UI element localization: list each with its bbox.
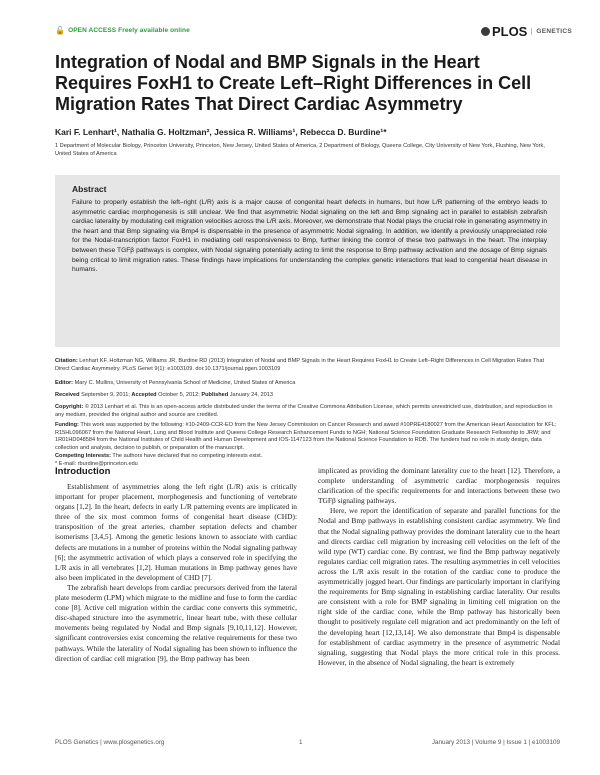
received-date: September 9, 2011; bbox=[81, 392, 130, 398]
citation-text: Lenhart KF, Holtzman NG, Williams JR, Burdine RD (2013) Integration of Nodal and BMP Signals in the Heart Requires FoxH1 to Create Left–Right Differences in Cell Migration Rates That Direct Cardiac Asymmetry. PLoS Genet 9(1): e1003109. doi:10.1371/journal.pgen.1003109 bbox=[55, 358, 545, 372]
intro-paragraph: implicated as providing the dominant laterality cue to the heart [12]. Therefore, a complete understanding of asymmetric cardiac morphogenesis requires clarification of the specific requirements for and interactions between these two TGFβ signaling pathways. bbox=[318, 466, 560, 506]
received-label: Received bbox=[55, 392, 80, 398]
accepted-date: October 5, 2012; bbox=[158, 392, 200, 398]
citation bbox=[55, 358, 560, 373]
accepted-label: Accepted bbox=[131, 392, 157, 398]
footer-issue-info: January 2013 | Volume 9 | Issue 1 | e1003109 bbox=[431, 739, 560, 746]
corresponding-email: * E-mail: rburdine@princeton.edu bbox=[55, 461, 138, 467]
funding bbox=[55, 422, 560, 452]
intro-paragraph: Establishment of asymmetries along the left right (L/R) axis is critically important for proper placement, morphogenesis and functioning of vertebrate organs [1,2]. In the heart, defects in early L/R patterning events are implicated in three of the six most common forms of congenital heart disease (CHD): transposition of the great arteries, chamber septation defects and chamber isomerisms [3,4,5]. Among the genetic lesions known to associate with cardiac defects are mutations in a number of proteins within the Nodal signaling pathway [6]; the asymmetric activation of which plays a conserved role in specifying the L/R axis in all vertebrates [1,2]. Human mutations in Bmp pathway genes have also been implicated in the development of CHD [7]. bbox=[55, 482, 297, 582]
open-access-text: OPEN ACCESS Freely available online bbox=[68, 27, 190, 34]
editor bbox=[55, 380, 560, 388]
competing-interests bbox=[55, 453, 560, 461]
author-list: Kari F. Lenhart¹, Nathalia G. Holtzman², Jessica R. Williams¹, Rebecca D. Burdine¹* bbox=[55, 127, 387, 137]
intro-paragraph: The zebrafish heart develops from cardiac precursors derived from the lateral plate mesoderm (LPM) which migrate to the midline and fuse to form the cardiac cone [8]. Active cell migration within the cardiac cone converts this symmetric, disc-shaped structure into the asymmetric, linear heart tube, with these cellular movements being regulated by Nodal and Bmp signals [9,10,11,12]. However, significant controversies exist concerning the relative requirements for these two pathways. While the laterality of Nodal signaling has been shown to influence the direction of cardiac cell migration [9], the Bmp pathway has been bbox=[55, 582, 297, 663]
funding-label: Funding: bbox=[55, 422, 79, 428]
editor-label: Editor: bbox=[55, 380, 74, 386]
introduction-heading: Introduction bbox=[55, 466, 111, 477]
intro-paragraph: Here, we report the identification of separate and parallel functions for the Nodal and Bmp pathways in establishing consistent cardiac asymmetry. We find that the Nodal signaling pathway provides the dominant laterality cue to the heart and directs cardiac cell migration by increasing cell velocities on the left of the wild type (WT) cardiac cone. By contrast, we find the Bmp pathway negatively regulates cardiac cell migration rates. The resulting asymmetries in cell velocities across the L/R axis result in the rotation of the cardiac cone to produce the asymmetrically jogged heart. Our findings are particularly important in clarifying the requirements for Bmp signaling in establishing cardiac laterality. Our results are consistent with a role for BMP signaling in limiting cell migration on the right side of the cardiac cone, while the Bmp pathway has historically been thought to positively regulate cell migration and act predominantly on the left of the developing heart [12,13,14]. We also demonstrate that Bmp4 is dispensable for establishment of cardiac asymmetry in the presence of asymmetric Nodal signaling, suggesting that Nodal plays the more critical role in this process. However, in the absence of Nodal signaling, the heart is extremely bbox=[318, 506, 560, 667]
competing-interests-label: Competing Interests: bbox=[55, 453, 111, 459]
copyright-text: © 2013 Lenhart et al. This is an open-access article distributed under the terms of the Creative Commons Attribution License, which permits unrestricted use, distribution, and reproduction in any medium, provided the original author and source are credited. bbox=[55, 404, 553, 418]
editor-text: Mary C. Mullins, University of Pennsylvania School of Medicine, United States of America bbox=[74, 380, 296, 386]
body-column-left bbox=[55, 482, 297, 664]
plos-logo bbox=[481, 24, 527, 39]
footer-journal-site: PLOS Genetics | www.plosgenetics.org bbox=[55, 739, 165, 746]
publication-dates bbox=[55, 392, 560, 400]
author-affiliations: 1 Department of Molecular Biology, Princeton University, Princeton, New Jersey, United States of America, 2 Department of Biology, Queens College, City University of New York, Flushing, New York, United States of America bbox=[55, 143, 545, 157]
published-date: January 24, 2013 bbox=[229, 392, 273, 398]
footer-page-number: 1 bbox=[299, 739, 303, 746]
journal-logo bbox=[481, 24, 572, 39]
abstract-heading: Abstract bbox=[72, 184, 107, 194]
competing-interests-text: The authors have declared that no competing interests exist. bbox=[112, 453, 263, 459]
page-header bbox=[55, 26, 572, 40]
plos-logo-icon bbox=[481, 27, 490, 36]
abstract-text: Failure to properly establish the left–right (L/R) axis is a major cause of congenital heart defects in humans, but how L/R patterning of the embryo leads to asymmetric cardiac morphogenesis is still unclear. We find that asymmetric Nodal signaling on the left and Bmp signaling act in parallel to establish zebrafish cardiac laterality by modulating cell migration velocities across the L/R axis. Moreover, we demonstrate that Nodal plays the crucial role in generating asymmetry in the heart and that Bmp signaling via Bmp4 is dispensable in the presence of asymmetric Nodal signaling. In addition, we identify a previously unappreciated role for the Nodal-transcription factor FoxH1 in mediating cell responsiveness to Bmp, further linking the control of these two pathways in the heart. The interplay between these TGFβ pathways is complex, with Nodal signaling potentially acting to limit the response to Bmp pathway activation and the dosage of Bmp signals being critical to limit migration rates. These findings have implications for understanding the complex genetic interactions that lead to congenital heart disease in humans. bbox=[72, 199, 547, 274]
article-title: Integration of Nodal and BMP Signals in the Heart Requires FoxH1 to Create Left–Right Differences in Cell Migration Rates That Direct Cardiac Asymmetry bbox=[55, 52, 532, 114]
plos-brand-text: PLOS bbox=[491, 24, 528, 39]
abstract-box bbox=[55, 175, 560, 347]
citation-label: Citation: bbox=[55, 358, 78, 364]
funding-text: This work was supported by the following: #10-2409-CCR-EO from the New Jersey Commission on Cancer Research and award #10PRE4180027 from the American Heart Association for KFL; R15HL096067 from the National Heart, Lung and Blood Institute and Queens College Research Enhancement Funds to NGH; National Science Foundation Graduate Research Fellowship to JRW; and 1R01HD048584 from the National Institutes of Child Health and Human Development and IOS-1147123 from the National Science Foundation to RDB. The funders had no role in study design, data collection and analysis, decision to publish, or preparation of the manuscript. bbox=[55, 422, 557, 451]
copyright bbox=[55, 404, 560, 419]
open-access-banner bbox=[55, 26, 190, 35]
copyright-label: Copyright: bbox=[55, 404, 84, 410]
journal-name: GENETICS bbox=[531, 28, 572, 35]
published-label: Published bbox=[201, 392, 229, 398]
open-access-lock-icon: 🔓 bbox=[55, 26, 66, 35]
body-column-right bbox=[318, 466, 560, 668]
